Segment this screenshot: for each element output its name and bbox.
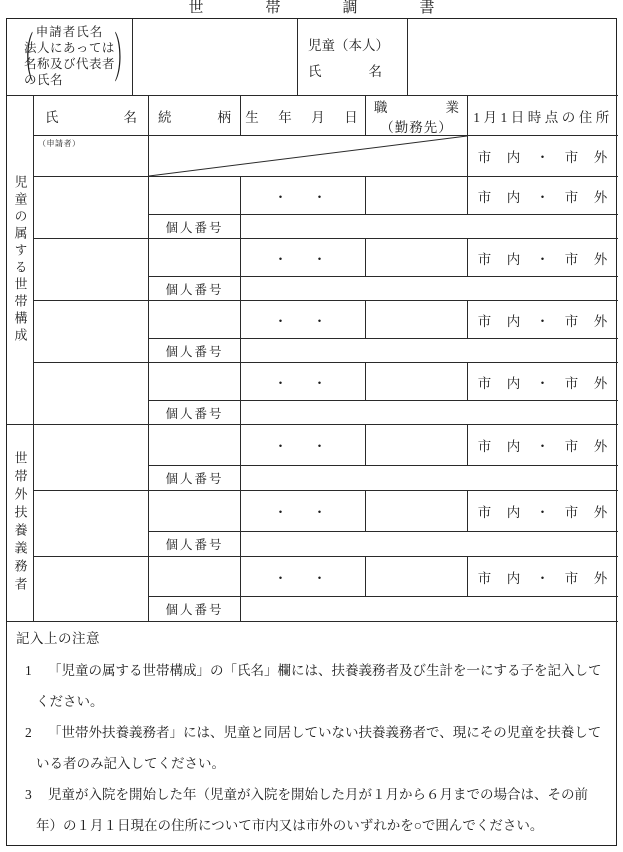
entry-relation-field[interactable]: [149, 491, 241, 532]
col-header-name-right: 名: [123, 109, 137, 125]
personal-number-label: 個人番号: [149, 597, 241, 622]
entry-name-field[interactable]: [34, 239, 149, 301]
applicant-row-name-field[interactable]: [34, 136, 149, 177]
personal-number-field[interactable]: [241, 401, 618, 425]
applicant-row-note: （申請者）: [38, 139, 81, 148]
note-text: 「世帯外扶養義務者」には、児童と同居していない扶養義務者で、現にその児童を扶養している者のみ記入してください。: [36, 725, 602, 771]
note-number: 2: [25, 725, 32, 740]
entry-address-options[interactable]: 市 内 ・ 市 外: [468, 301, 618, 339]
col-header-name-left: 氏: [45, 109, 59, 125]
entry-name-field[interactable]: [34, 363, 149, 425]
corporation-note-line: 法人にあっては: [23, 41, 115, 55]
col-header-occupation: [366, 96, 468, 136]
col-header-birthdate: 生 年 月 日: [241, 96, 366, 136]
col-header-occupation-right: 業: [445, 99, 459, 115]
entry-address-options[interactable]: 市 内 ・ 市 外: [468, 425, 618, 466]
personal-number-label: 個人番号: [149, 401, 241, 425]
personal-number-field[interactable]: [241, 215, 618, 239]
entry-birthdate-field[interactable]: ・ ・: [241, 301, 366, 339]
applicant-row-address-options[interactable]: 市 内 ・ 市 外: [468, 136, 618, 177]
applicant-row-struck-cell: [149, 136, 468, 177]
personal-number-label: 個人番号: [149, 215, 241, 239]
entry-name-field[interactable]: [34, 301, 149, 363]
entry-occupation-field[interactable]: [366, 177, 468, 215]
notes-section: [7, 622, 616, 845]
entry-address-options[interactable]: 市 内 ・ 市 外: [468, 363, 618, 401]
col-header-relation-right: 柄: [217, 109, 231, 125]
col-header-relation-left: 続: [158, 109, 172, 125]
entry-birthdate-field[interactable]: ・ ・: [241, 491, 366, 532]
household-survey-form: [6, 18, 617, 846]
entry-birthdate-field[interactable]: ・ ・: [241, 239, 366, 277]
col-header-occupation-left: 職: [374, 99, 388, 115]
applicant-name-label: 申請者氏名: [35, 25, 104, 39]
section-label-non-household: 世帯外扶養義務者: [7, 425, 34, 622]
entry-occupation-field[interactable]: [366, 425, 468, 466]
entry-address-options[interactable]: 市 内 ・ 市 外: [468, 491, 618, 532]
entry-name-field[interactable]: [34, 425, 149, 491]
entry-occupation-field[interactable]: [366, 557, 468, 597]
note-text: 「児童の属する世帯構成」の「氏名」欄には、扶養義務者及び生計を一にする子を記入してください。: [36, 663, 602, 709]
entry-address-options[interactable]: 市 内 ・ 市 外: [468, 557, 618, 597]
child-name-label-cell: [298, 19, 408, 96]
personal-number-field[interactable]: [241, 597, 618, 622]
entry-birthdate-field[interactable]: ・ ・: [241, 425, 366, 466]
personal-number-field[interactable]: [241, 339, 618, 363]
entry-relation-field[interactable]: [149, 301, 241, 339]
notes-heading: 記入上の注意: [16, 631, 100, 646]
corporation-note: [24, 40, 115, 88]
note-item: [16, 779, 607, 841]
entry-name-field[interactable]: [34, 557, 149, 622]
entry-relation-field[interactable]: [149, 363, 241, 401]
note-text: 児童が入院を開始した年（児童が入院を開始した月が１月から６月までの場合は、その前年）の１月１日現在の住所について市内又は市外のいずれかを○で囲んでください。: [36, 787, 588, 833]
personal-number-label: 個人番号: [149, 466, 241, 491]
entry-relation-field[interactable]: [149, 425, 241, 466]
diagonal-line: [149, 136, 467, 176]
col-header-workplace: （勤務先）: [380, 119, 453, 135]
entry-address-options[interactable]: 市 内 ・ 市 外: [468, 177, 618, 215]
personal-number-label: 個人番号: [149, 339, 241, 363]
entry-relation-field[interactable]: [149, 557, 241, 597]
personal-number-field[interactable]: [241, 277, 618, 301]
section-label-household: 児童の属する世帯構成: [7, 96, 34, 425]
page-title: 世帯調書: [188, 0, 497, 16]
child-name-field[interactable]: [408, 19, 618, 96]
child-name-label-mei: 名: [368, 64, 382, 79]
paren-right: ）: [114, 33, 133, 91]
entry-name-field[interactable]: [34, 491, 149, 557]
note-number: 3: [25, 787, 32, 802]
entry-relation-field[interactable]: [149, 239, 241, 277]
note-item: [16, 655, 607, 717]
entry-relation-field[interactable]: [149, 177, 241, 215]
applicant-name-label-cell: [7, 19, 133, 96]
corporation-note-line: 名称及び代表者: [23, 57, 115, 71]
entry-birthdate-field[interactable]: ・ ・: [241, 557, 366, 597]
entry-occupation-field[interactable]: [366, 491, 468, 532]
personal-number-label: 個人番号: [149, 532, 241, 557]
entry-name-field[interactable]: [34, 177, 149, 239]
entry-birthdate-field[interactable]: ・ ・: [241, 177, 366, 215]
applicant-name-field[interactable]: [133, 19, 298, 96]
entry-occupation-field[interactable]: [366, 239, 468, 277]
entry-address-options[interactable]: 市 内 ・ 市 外: [468, 239, 618, 277]
personal-number-field[interactable]: [241, 466, 618, 491]
entry-occupation-field[interactable]: [366, 301, 468, 339]
note-number: 1: [25, 663, 32, 678]
personal-number-field[interactable]: [241, 532, 618, 557]
entry-birthdate-field[interactable]: ・ ・: [241, 363, 366, 401]
child-name-label-shi: 氏: [308, 64, 322, 79]
corporation-note-line: の氏名: [23, 73, 63, 87]
note-item: [16, 717, 607, 779]
entry-occupation-field[interactable]: [366, 363, 468, 401]
col-header-name: [34, 96, 149, 136]
col-header-address: 1月1日時点の住所: [468, 96, 618, 136]
paren-left: （: [14, 33, 34, 91]
personal-number-label: 個人番号: [149, 277, 241, 301]
col-header-relation: [149, 96, 241, 136]
child-name-label: 児童（本人）: [308, 38, 389, 53]
